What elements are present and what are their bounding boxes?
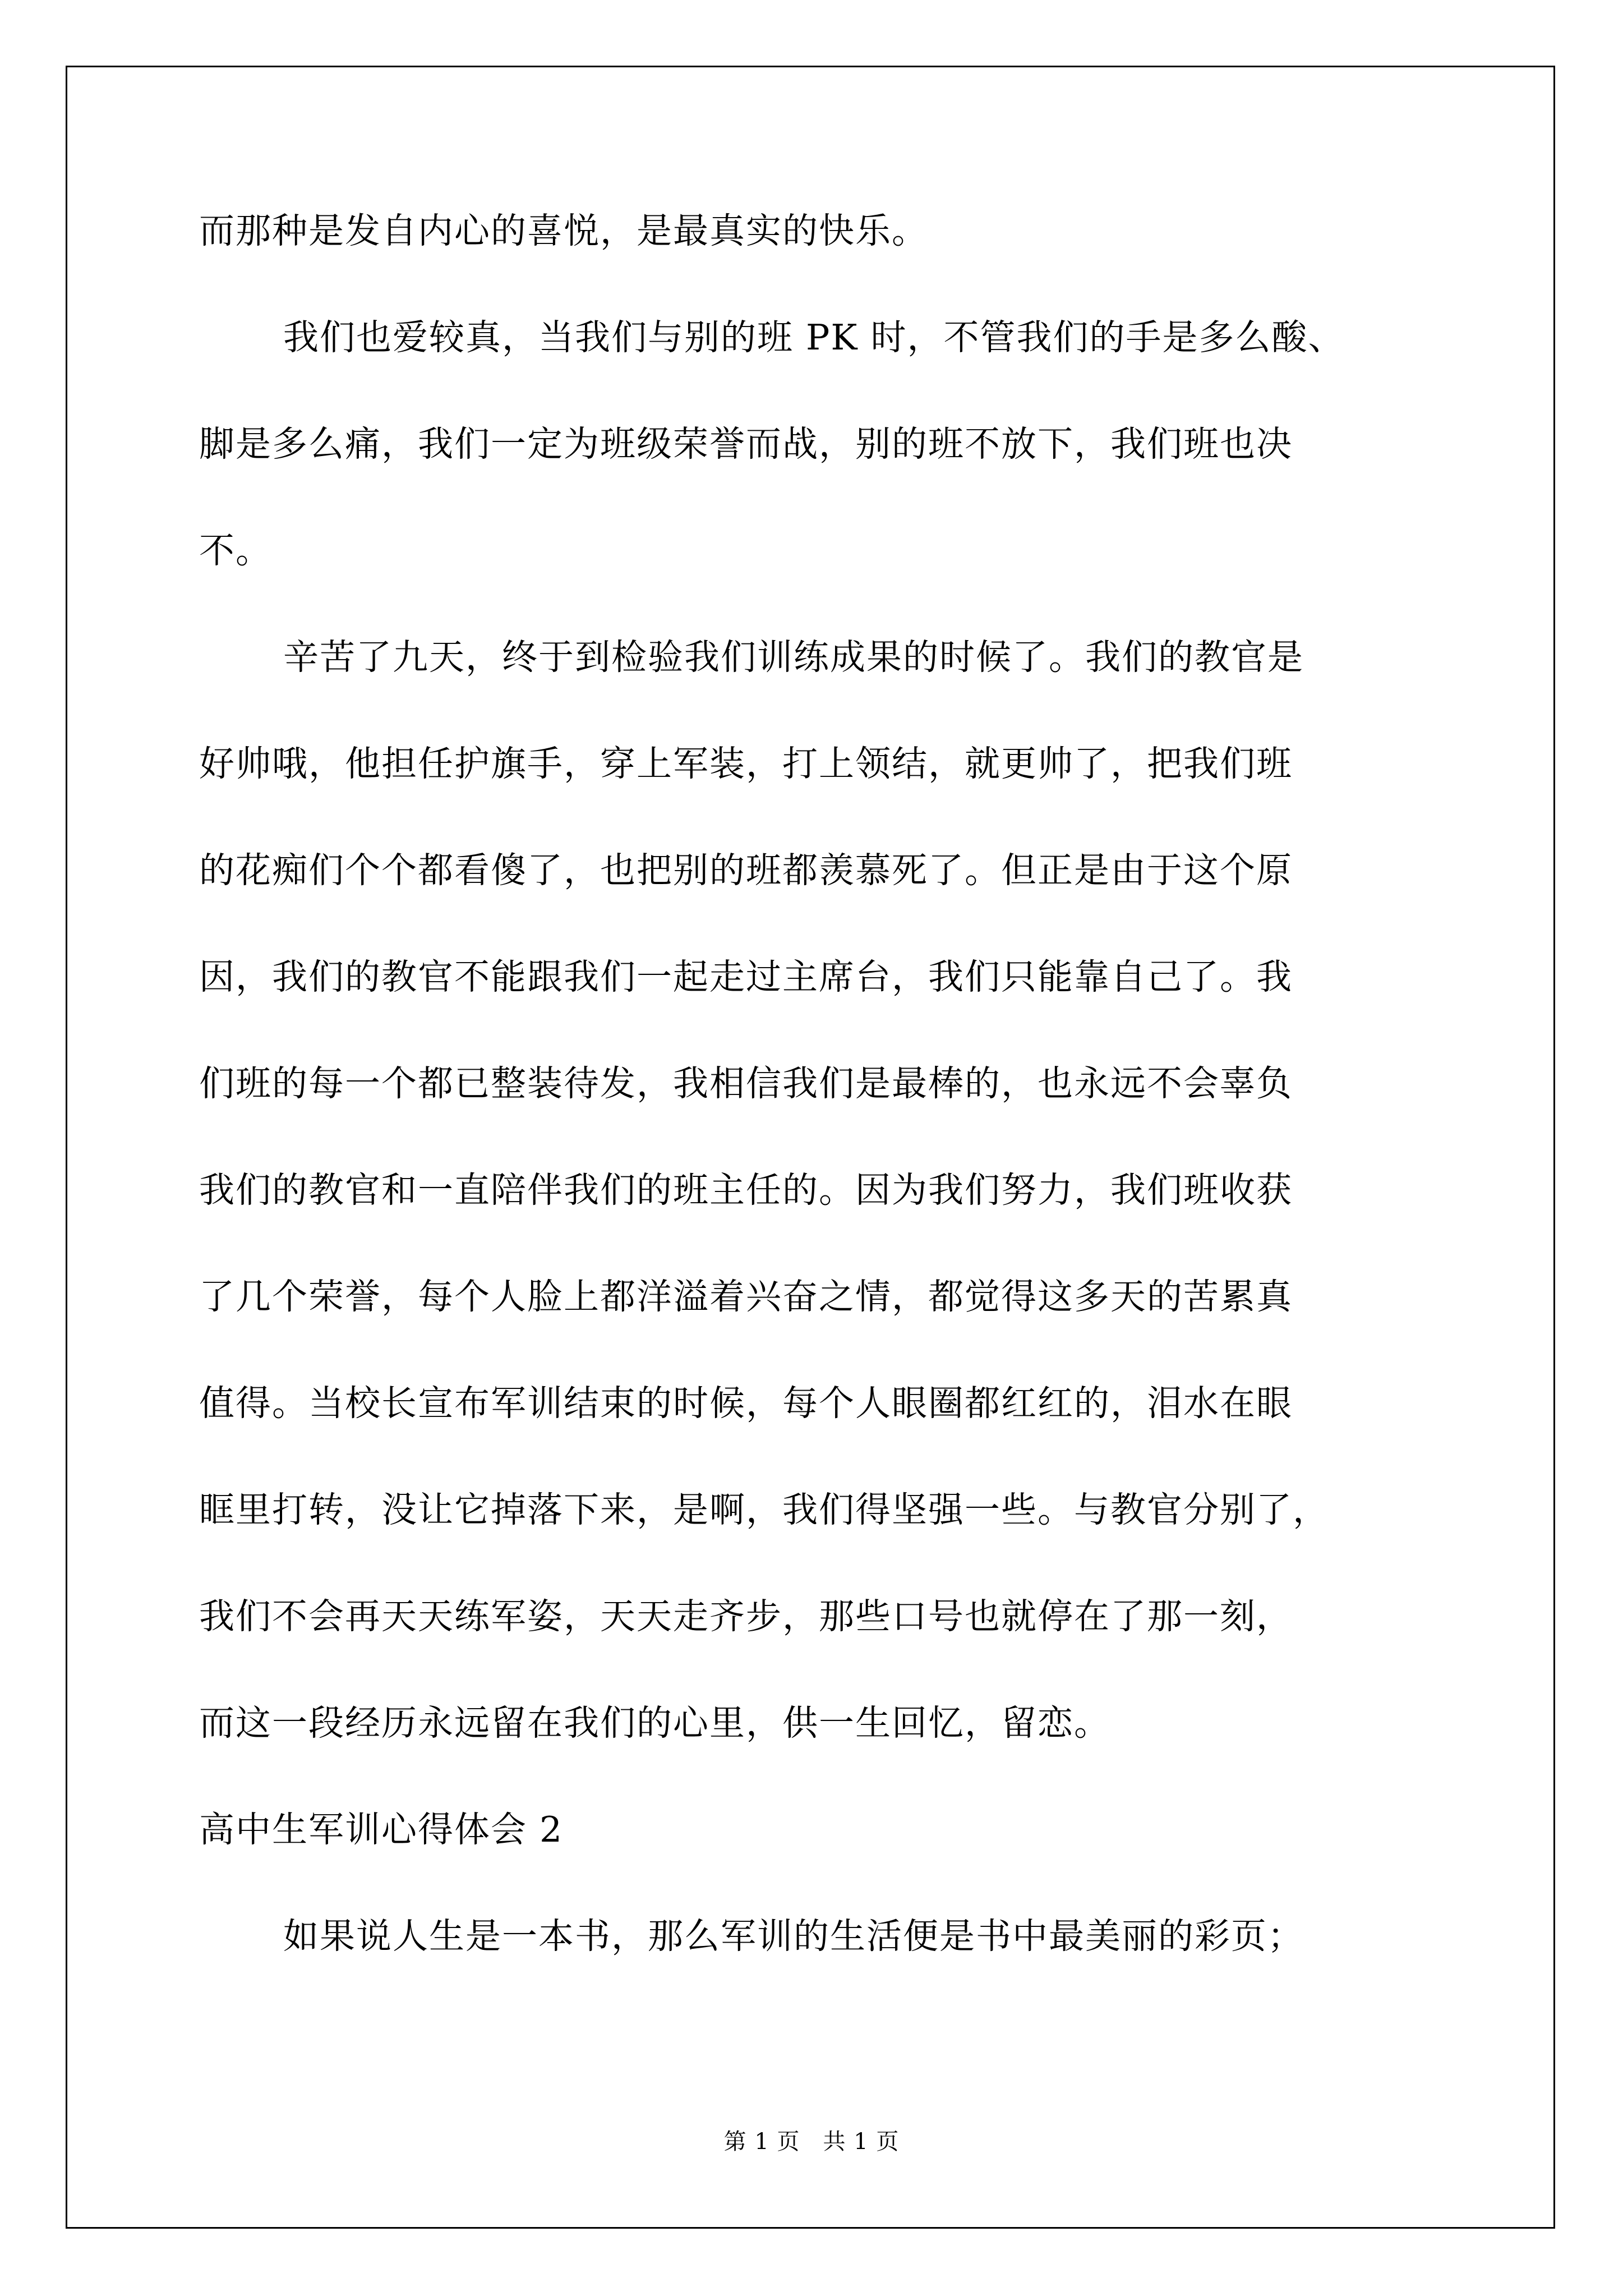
paragraph-start-line: 我们也爱较真，当我们与别的班 PK 时，不管我们的手是多么酸、 bbox=[283, 317, 1345, 358]
text-line: 我们的教官和一直陪伴我们的班主任的。因为我们努力，我们班收获 bbox=[199, 1170, 1293, 1211]
page-border bbox=[66, 66, 1555, 2229]
text-line: 而这一段经历永远留在我们的心里，供一生回忆，留恋。 bbox=[199, 1703, 1110, 1743]
paragraph-start-line: 辛苦了九天，终于到检验我们训练成果的时候了。我们的教官是 bbox=[283, 637, 1304, 678]
text-line: 不。 bbox=[199, 530, 272, 571]
text-line: 脚是多么痛，我们一定为班级荣誉而战，别的班不放下，我们班也决 bbox=[199, 424, 1293, 464]
page-footer: 第 1 页 共 1 页 bbox=[723, 2129, 900, 2155]
text-line: 因，我们的教官不能跟我们一起走过主席台，我们只能靠自己了。我 bbox=[199, 956, 1293, 997]
text-line: 好帅哦，他担任护旗手，穿上军装，打上领结，就更帅了，把我们班 bbox=[199, 743, 1293, 784]
section-heading: 高中生军训心得体会 2 bbox=[199, 1809, 564, 1850]
text-line: 眶里打转，没让它掉落下来，是啊，我们得坚强一些。与教官分别了， bbox=[199, 1489, 1329, 1530]
text-line: 们班的每一个都已整装待发，我相信我们是最棒的，也永远不会辜负 bbox=[199, 1063, 1293, 1104]
text-line: 了几个荣誉，每个人脸上都洋溢着兴奋之情，都觉得这多天的苦累真 bbox=[199, 1276, 1293, 1317]
text-line: 的花痴们个个都看傻了，也把别的班都羡慕死了。但正是由于这个原 bbox=[199, 850, 1293, 891]
text-line: 我们不会再天天练军姿，天天走齐步，那些口号也就停在了那一刻， bbox=[199, 1596, 1293, 1637]
text-line: 而那种是发自内心的喜悦，是最真实的快乐。 bbox=[199, 210, 928, 251]
paragraph-start-line: 如果说人生是一本书，那么军训的生活便是书中最美丽的彩页； bbox=[283, 1916, 1304, 1957]
text-line: 值得。当校长宣布军训结束的时候，每个人眼圈都红红的，泪水在眼 bbox=[199, 1383, 1293, 1424]
